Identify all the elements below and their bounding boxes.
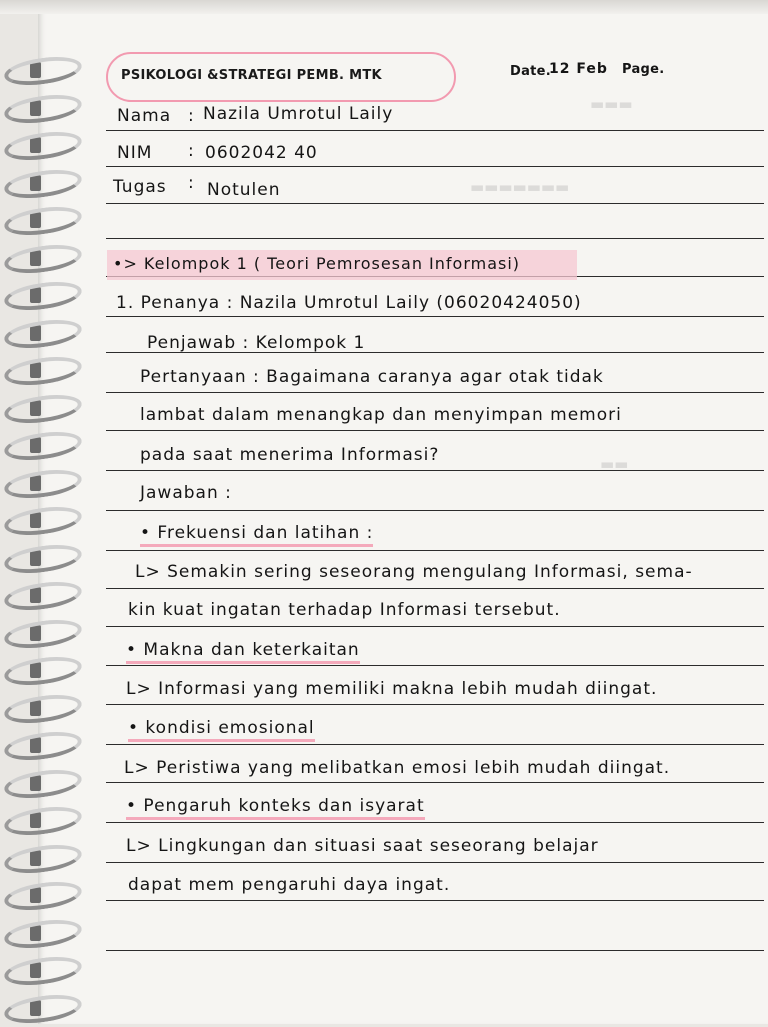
ruled-line (106, 900, 764, 901)
spiral-ring (3, 428, 84, 465)
answer-point-heading: • kondisi emosional (128, 718, 315, 738)
spiral-ring (3, 765, 84, 802)
spiral-ring (3, 503, 84, 540)
answer-point-detail: kin kuat ingatan terhadap Informasi tersebut. (128, 600, 561, 620)
answer-point-heading: • Makna dan keterkaitan (126, 640, 360, 660)
ruled-line (106, 744, 764, 745)
spiral-ring (3, 53, 84, 90)
page-title: PSIKOLOGI &STRATEGI PEMB. MTK (121, 68, 382, 83)
date-value: 12 Feb (549, 61, 608, 77)
answer-point-detail: L> Peristiwa yang melibatkan emosi lebih mudah diingat. (124, 758, 671, 778)
ruled-line (106, 510, 764, 511)
ruled-line (106, 316, 764, 317)
answer-point-heading: • Pengaruh konteks dan isyarat (126, 796, 425, 816)
question-line: pada saat menerima Informasi? (140, 445, 440, 465)
spiral-ring (3, 353, 84, 390)
answerer: Penjawab : Kelompok 1 (147, 333, 366, 353)
ruled-line (106, 130, 764, 131)
question-line: lambat dalam menangkap dan menyimpan memori (140, 405, 622, 425)
spiral-ring (3, 840, 84, 877)
ruled-line (106, 203, 764, 204)
answer-label: Jawaban : (140, 483, 232, 503)
question-asker: 1. Penanya : Nazila Umrotul Laily (06020424050) (116, 293, 582, 313)
spiral-ring (3, 915, 84, 952)
page-label: Page. (622, 62, 665, 77)
spiral-ring (3, 690, 84, 727)
ruled-line (106, 665, 764, 666)
answer-point-detail: L> Informasi yang memiliki makna lebih mudah diingat. (126, 679, 658, 699)
info-value-nim: 0602042 40 (205, 143, 318, 163)
spiral-ring (3, 878, 84, 915)
ruled-line (106, 950, 764, 951)
bleed-through-mark: ▬▬ (600, 455, 629, 473)
spiral-ring (3, 165, 84, 202)
answer-point-heading: • Frekuensi dan latihan : (140, 523, 373, 543)
ruled-line (106, 862, 764, 863)
spiral-ring (3, 990, 84, 1027)
ruled-line (106, 470, 764, 471)
spiral-binding (0, 0, 90, 1024)
spiral-ring (3, 540, 84, 577)
date-label: Date. (510, 64, 552, 79)
spiral-ring (3, 465, 84, 502)
spiral-ring (3, 803, 84, 840)
spiral-ring (3, 390, 84, 427)
page-top-edge (0, 0, 768, 14)
info-value-name: Nazila Umrotul Laily (203, 104, 394, 124)
spiral-ring (3, 953, 84, 990)
spiral-ring (3, 203, 84, 240)
spiral-ring (3, 578, 84, 615)
spiral-ring (3, 728, 84, 765)
ruled-line (106, 626, 764, 627)
ruled-line (106, 704, 764, 705)
info-colon: : (188, 141, 195, 161)
answer-point-detail: L> Lingkungan dan situasi saat seseorang belajar (126, 836, 599, 856)
ruled-line (106, 166, 764, 167)
ruled-line (106, 238, 764, 239)
bleed-through-mark: ▬▬▬▬▬▬▬ (470, 178, 570, 196)
spiral-ring (3, 128, 84, 165)
answer-point-detail: dapat mem pengaruhi daya ingat. (128, 875, 451, 895)
ruled-line (106, 588, 764, 589)
info-key-nim: NIM (117, 143, 153, 163)
bleed-through-mark: ▬▬▬ (590, 95, 633, 113)
section-heading: •> Kelompok 1 ( Teori Pemrosesan Informasi) (113, 254, 521, 273)
spiral-ring (3, 278, 84, 315)
spiral-ring (3, 315, 84, 352)
info-colon: : (188, 106, 195, 126)
ruled-line (106, 822, 764, 823)
info-colon: : (188, 173, 195, 193)
spiral-ring (3, 90, 84, 127)
question-line: Pertanyaan : Bagaimana caranya agar otak tidak (140, 367, 604, 387)
info-key-name: Nama (117, 106, 172, 126)
ruled-line (106, 550, 764, 551)
ruled-line (106, 782, 764, 783)
ruled-line (106, 430, 764, 431)
spiral-ring (3, 240, 84, 277)
info-key-tugas: Tugas (113, 177, 167, 197)
answer-point-detail: L> Semakin sering seseorang mengulang Informasi, sema- (135, 562, 693, 582)
ruled-line (106, 392, 764, 393)
spiral-ring (3, 653, 84, 690)
spiral-ring (3, 615, 84, 652)
info-value-tugas: Notulen (207, 180, 281, 200)
